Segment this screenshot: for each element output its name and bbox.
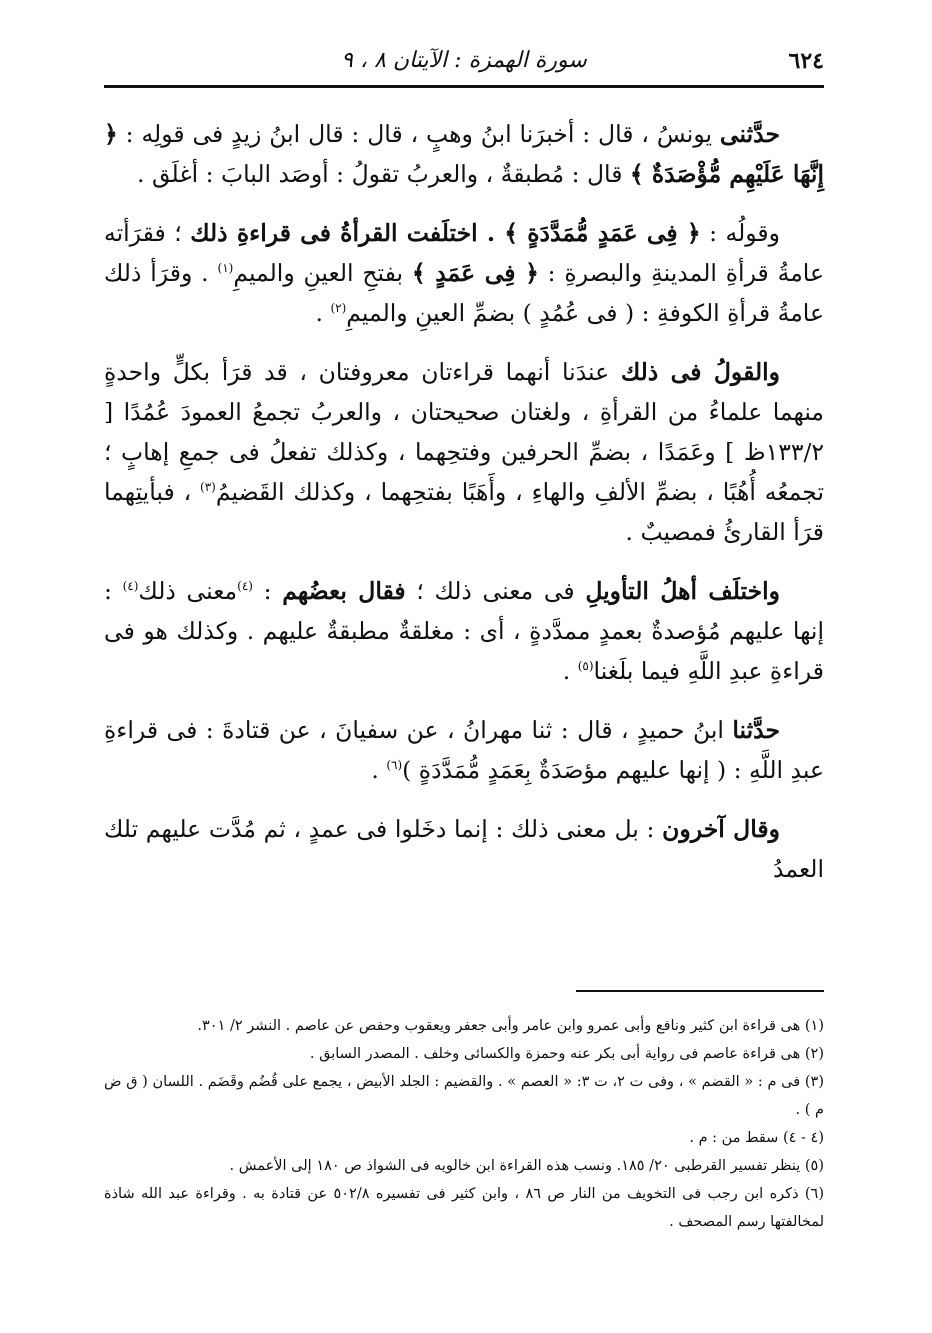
footnote: (١) هى قراءة ابن كثير ونافع وأبى عمرو وابن عامر وأبى جعفر ويعقوب وحفص عن عاصم . النشر ٢/ ٣٠١. bbox=[197, 1018, 824, 1034]
paragraph-text: ابنُ حميدٍ ، قال : ثنا مهرانُ ، عن سفيانَ ، عن قتادةَ : فى قراءةِ عبدِ اللَّهِ : ( إنها عليهم مؤصَدَةٌ بِعَمَدٍ مُّمَدَّدَةٍ ) bbox=[104, 716, 824, 784]
quran-verse: ﴿ فِى عَمَدٍ مُّمَدَّدَةٍ ﴾ bbox=[504, 219, 701, 247]
paragraph-lead: . اختلَفت القرأةُ فى قراءةِ ذلك bbox=[190, 219, 505, 247]
paragraph-lead: حدَّثنا bbox=[732, 716, 780, 744]
footnote-ref: (٣) bbox=[200, 480, 216, 495]
footnote-ref: (٤) bbox=[237, 579, 253, 594]
paragraph-text: ؛ فقرَأته عامةُ قرأةِ المدينةِ والبصرةِ : bbox=[104, 219, 824, 287]
footnote-ref: (١) bbox=[217, 261, 234, 276]
paragraph-text: . bbox=[371, 756, 387, 784]
footnote-ref: (٥) bbox=[577, 659, 594, 674]
main-text bbox=[104, 114, 824, 908]
paragraph-5 bbox=[104, 710, 824, 790]
running-title: سورة الهمزة : الآيتان ٨ ، ٩ bbox=[341, 48, 587, 73]
paragraph-1 bbox=[104, 114, 824, 194]
footnote-ref: (٤) bbox=[122, 579, 139, 594]
paragraph-lead: حدَّثنى bbox=[719, 120, 780, 148]
page-number: ٦٢٤ bbox=[788, 48, 824, 74]
paragraph-text: عندَنا أنهما قراءتان معروفتان ، قد قرَأ بكلٍّ واحدةٍ منهما علماءُ من القرأةِ ، ولغتان صحيحتان ، والعربُ تجمعُ العمودَ عُمُدًا [ ١٣٣/٢ظ ] وعَمَدًا ، بضمِّ الحرفين وفتحِهما ، وكذلك تفعلُ فى جمعِ إهابٍ ؛ تجمعُه أُهُبًا ، بضمِّ الألفِ والهاءِ ، وأَهَبًا بفتحِهما ، وكذلك القَضيمُ bbox=[104, 358, 824, 506]
footnote-ref: (٢) bbox=[330, 301, 347, 316]
footnote: (٣) فى م : « القضم » ، وفى ت ٢، ت ٣: « العصم » . والقضيم : الجلد الأبيض ، يجمع على قُضُم وقَضَم . اللسان ( ق ض م ) . bbox=[104, 1074, 824, 1118]
footnotes bbox=[104, 1012, 824, 1236]
paragraph-3 bbox=[104, 352, 824, 552]
paragraph-text: بفتحِ العينِ والميمِ bbox=[233, 259, 412, 287]
quran-verse: ﴿ فِى عَمَدٍ ﴾ bbox=[411, 259, 539, 287]
paragraph-text: ، فبأيتِهما قرَأ القارئُ فمصيبٌ . bbox=[104, 478, 824, 546]
footnote: (٤ - ٤) سقط من : م . bbox=[689, 1130, 824, 1146]
footnote: (٦) ذكره ابن رجب فى التخويف من النار ص ٨٦ ، وابن كثير فى تفسيره ٥٠٢/٨ عن قتادة به . وقراءة عبد الله شاذة لمخالفتها رسم المصحف . bbox=[104, 1186, 825, 1230]
paragraph-text: وقولُه : bbox=[700, 219, 781, 247]
paragraph-lead: والقولُ فى ذلك bbox=[620, 358, 780, 386]
footnote-ref: (٦) bbox=[386, 758, 403, 773]
paragraph-text: قال : مُطبقةٌ ، والعربُ تقولُ : أوصَد البابَ : أغلَق . bbox=[137, 160, 630, 188]
paragraph-text: معنى ذلك bbox=[138, 577, 238, 605]
footnote: (٥) ينظر تفسير القرطبى ٢٠/ ١٨٥. ونسب هذه القراءة ابن خالويه فى الشواذ ص ١٨٠ إلى الأعمش . bbox=[229, 1158, 824, 1174]
paragraph-4 bbox=[104, 571, 824, 691]
paragraph-text: . bbox=[315, 299, 331, 327]
paragraph-lead: فقال بعضُهم bbox=[282, 577, 406, 605]
quran-verse: ﴿ إِنَّهَا عَلَيْهِم مُّؤْصَدَةٌ ﴾ bbox=[104, 120, 824, 188]
paragraph-text: . وقرَأ ذلك عامةُ قرأةِ الكوفةِ : ( فى عُمُدٍ ) بضمِّ العينِ والميمِ bbox=[104, 259, 824, 327]
paragraph-lead: وقال آخرون bbox=[662, 815, 780, 843]
paragraph-2 bbox=[104, 213, 824, 333]
page-header bbox=[104, 44, 824, 88]
footnote: (٢) هى قراءة عاصم فى رواية أبى بكر عنه وحمزة والكسائى وخلف . المصدر السابق . bbox=[309, 1046, 824, 1062]
paragraph-text: يونسُ ، قال : أخبرَنا ابنُ وهبٍ ، قال : قال ابنُ زيدٍ فى قولِه : bbox=[117, 120, 720, 148]
paragraph-text: : إنها عليهم مُؤصدةٌ بعمدٍ ممدَّدةٍ ، أى : مغلقةٌ مطبقةٌ عليهم . وكذلك هو فى قراءةِ عبدِ اللَّهِ فيما بلَغنا bbox=[104, 577, 824, 685]
paragraph-text: : بل معنى ذلك : إنما دخَلوا فى عمدٍ ، ثم مُدَّت عليهم تلك العمدُ bbox=[104, 815, 824, 883]
footnote-divider bbox=[576, 990, 824, 992]
paragraph-text: : bbox=[252, 577, 283, 605]
paragraph-text: . bbox=[562, 657, 578, 685]
paragraph-lead: واختلَف أهلُ التأويلِ bbox=[585, 577, 781, 605]
paragraph-6 bbox=[104, 809, 824, 889]
paragraph-text: فى معنى ذلك ؛ bbox=[405, 577, 586, 605]
